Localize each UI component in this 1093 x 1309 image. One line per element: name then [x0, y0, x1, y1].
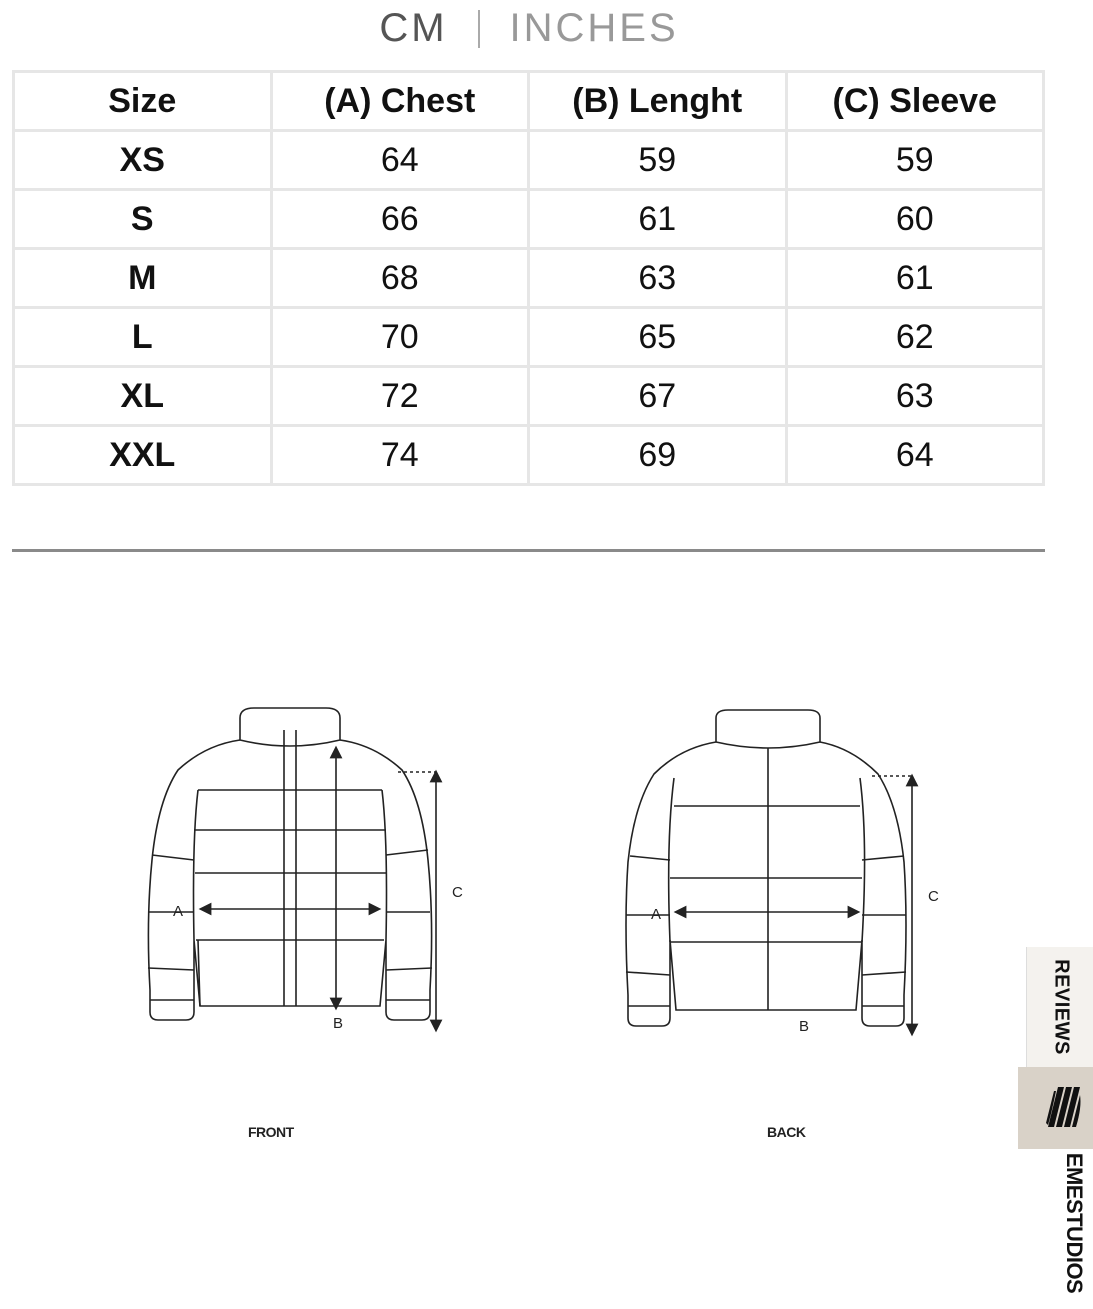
length-cell: 65: [530, 309, 785, 365]
sleeve-cell: 61: [788, 250, 1043, 306]
unit-cm-button[interactable]: CM: [379, 6, 448, 50]
table-row: [15, 368, 1042, 424]
brand-logo[interactable]: [1018, 1067, 1093, 1149]
length-cell: 69: [530, 427, 785, 483]
brand-name-label: EMESTUDIOS: [1062, 1152, 1087, 1293]
chest-cell: 66: [273, 191, 528, 247]
unit-toggle: [0, 6, 1058, 51]
front-label-c: C: [452, 884, 463, 901]
header-length: (B) Lenght: [530, 73, 785, 129]
chest-cell: 72: [273, 368, 528, 424]
back-jacket-diagram: [610, 690, 970, 1060]
sleeve-cell: 64: [788, 427, 1043, 483]
size-cell: XXL: [15, 427, 270, 483]
table-row: [15, 309, 1042, 365]
sleeve-cell: 63: [788, 368, 1043, 424]
reviews-tab[interactable]: [1026, 947, 1093, 1067]
front-jacket-illustration: [130, 690, 490, 1060]
length-cell: 59: [530, 132, 785, 188]
size-cell: S: [15, 191, 270, 247]
size-cell: XS: [15, 132, 270, 188]
sleeve-cell: 59: [788, 132, 1043, 188]
table-row: [15, 250, 1042, 306]
length-cell: 63: [530, 250, 785, 306]
reviews-tab-label: REVIEWS: [1050, 959, 1072, 1055]
sleeve-cell: 62: [788, 309, 1043, 365]
header-size: Size: [15, 73, 270, 129]
front-jacket-diagram: [130, 690, 490, 1060]
size-cell: M: [15, 250, 270, 306]
chest-cell: 64: [273, 132, 528, 188]
back-label-b: B: [799, 1018, 810, 1035]
brand-name-tab[interactable]: [1055, 1140, 1093, 1305]
table-row: [15, 427, 1042, 483]
front-caption: FRONT: [248, 1124, 294, 1140]
size-cell: XL: [15, 368, 270, 424]
table-row: [15, 132, 1042, 188]
back-label-a: A: [651, 906, 662, 923]
chest-cell: 70: [273, 309, 528, 365]
header-sleeve: (C) Sleeve: [788, 73, 1043, 129]
table-row: [15, 191, 1042, 247]
length-cell: 67: [530, 368, 785, 424]
size-chart-table: [12, 70, 1045, 486]
table-header-row: [15, 73, 1042, 129]
sleeve-cell: 60: [788, 191, 1043, 247]
back-caption: BACK: [767, 1124, 806, 1140]
unit-inches-button[interactable]: INCHES: [509, 6, 679, 50]
front-label-b: B: [333, 1015, 344, 1032]
back-label-c: C: [928, 888, 939, 905]
back-jacket-illustration: [610, 690, 970, 1060]
chest-cell: 68: [273, 250, 528, 306]
chest-cell: 74: [273, 427, 528, 483]
header-chest: (A) Chest: [273, 73, 528, 129]
length-cell: 61: [530, 191, 785, 247]
brand-stripes-icon: [1018, 1067, 1093, 1149]
front-label-a: A: [173, 903, 184, 920]
section-divider: [12, 549, 1045, 552]
size-cell: L: [15, 309, 270, 365]
